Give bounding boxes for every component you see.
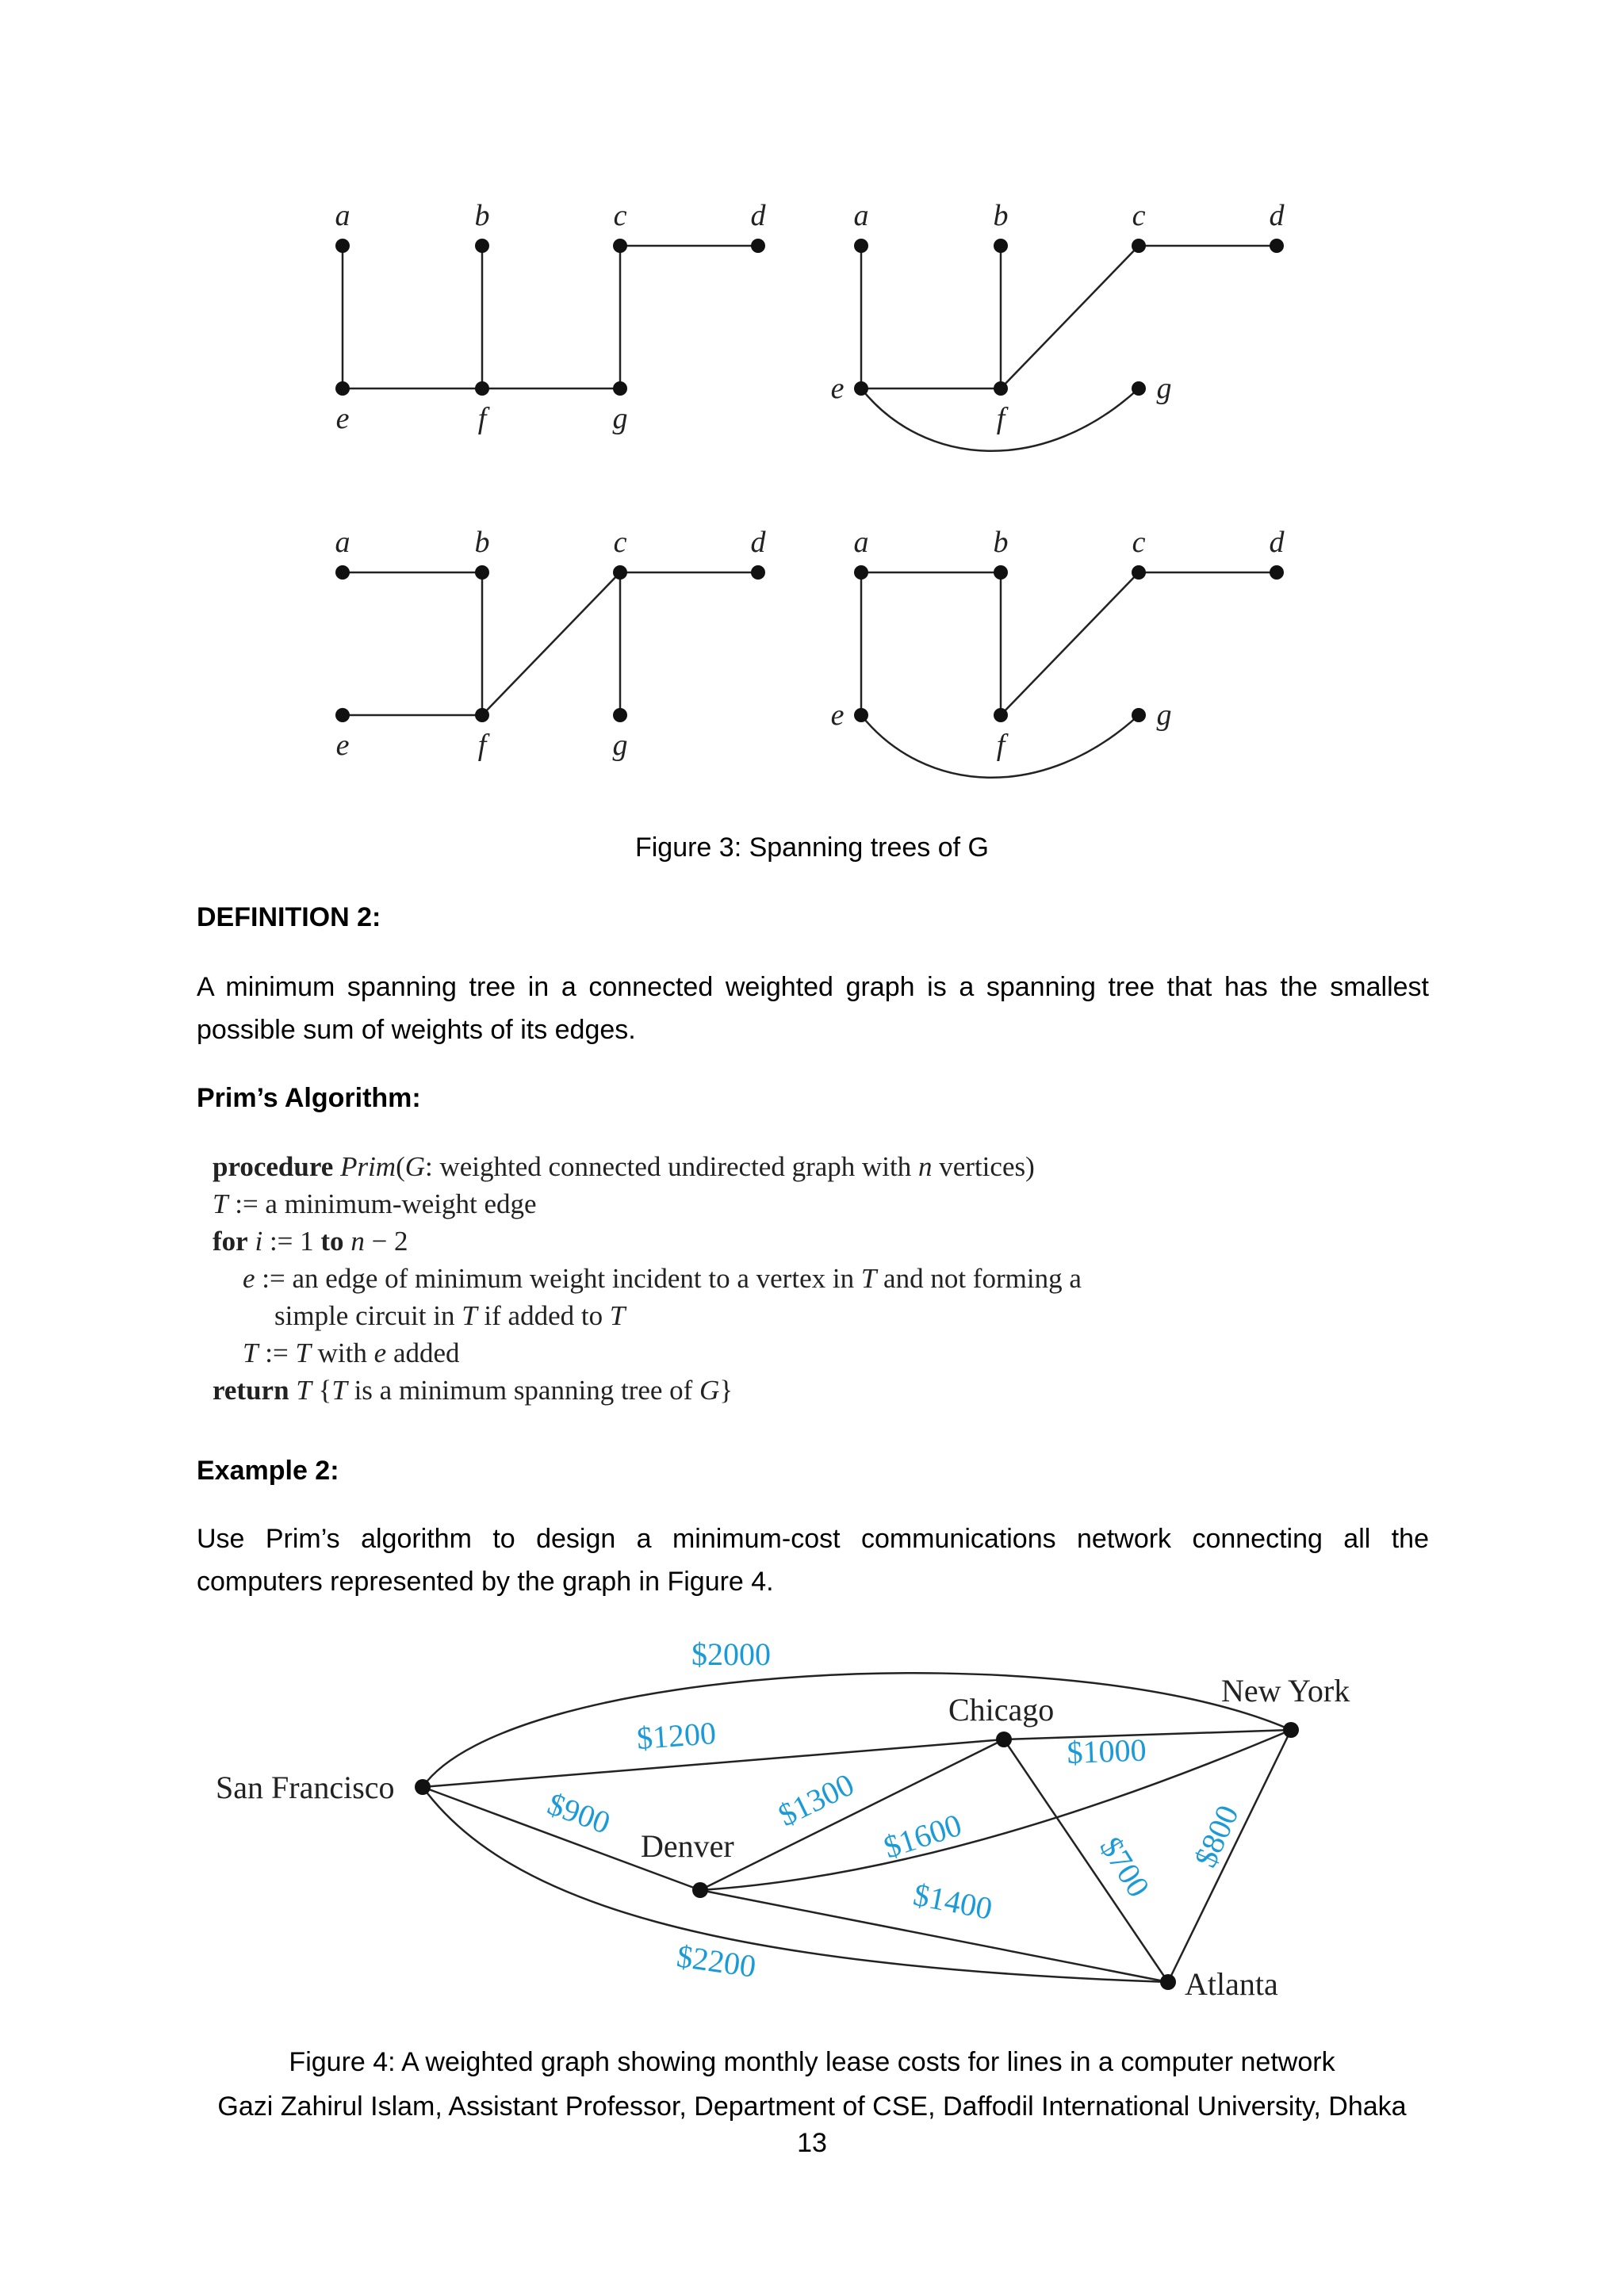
edge-denver-chicago	[700, 1739, 1004, 1890]
algo-text: is a minimum spanning tree of	[354, 1375, 693, 1406]
node-c	[1132, 239, 1146, 253]
algo-var: T	[295, 1337, 311, 1368]
node-e	[335, 708, 350, 722]
node-c	[613, 565, 627, 580]
node-label-b: b	[993, 199, 1009, 232]
algo-var: T	[609, 1300, 626, 1331]
algo-line-1: procedure Prim(G: weighted connected undirected graph with n vertices)	[213, 1151, 1035, 1182]
edge-ny-atlanta	[1168, 1730, 1291, 1982]
algo-proc-name: Prim	[340, 1151, 396, 1182]
algo-var: n	[350, 1226, 365, 1257]
node-label-c: c	[613, 199, 627, 232]
node-g	[1132, 381, 1146, 396]
node-e	[335, 381, 350, 396]
label-atlanta: Atlanta	[1185, 1966, 1278, 2002]
algo-text: :=	[265, 1337, 289, 1368]
node-denver	[692, 1882, 708, 1898]
node-f	[475, 381, 489, 396]
node-a	[335, 239, 350, 253]
node-g	[613, 708, 627, 722]
algo-keyword: procedure	[213, 1151, 334, 1182]
algo-text: vertices)	[939, 1151, 1035, 1182]
cost-denver-atlanta: $1400	[910, 1876, 996, 1927]
cost-sf-atlanta: $2200	[674, 1938, 759, 1984]
node-label-e: e	[830, 698, 845, 732]
algo-var: e	[243, 1263, 255, 1294]
algo-text: := a minimum-weight edge	[235, 1188, 537, 1219]
algo-keyword: to	[320, 1226, 344, 1257]
node-b	[994, 239, 1008, 253]
node-c	[613, 239, 627, 253]
algo-text: − 2	[371, 1226, 408, 1257]
algo-line-3	[213, 1226, 408, 1257]
algo-var: G	[699, 1375, 720, 1406]
node-a	[335, 565, 350, 580]
algo-var: T	[243, 1337, 259, 1368]
node-label-d: d	[1269, 526, 1285, 559]
edge-sf-ny	[423, 1673, 1291, 1787]
algo-line-6	[243, 1337, 460, 1369]
algo-text: if added to	[484, 1300, 603, 1331]
node-e	[854, 708, 868, 722]
definition-heading: DEFINITION 2:	[197, 902, 381, 932]
algo-text: : weighted connected undirected graph with	[425, 1151, 912, 1182]
spanning-tree-3	[335, 526, 767, 762]
node-label-a: a	[853, 199, 869, 232]
node-g	[1132, 708, 1146, 722]
spanning-tree-4	[831, 526, 1285, 778]
algo-text: }	[719, 1375, 733, 1406]
algo-line-5	[274, 1300, 625, 1332]
node-f	[994, 708, 1008, 722]
definition-text	[197, 966, 1429, 1051]
cost-sf-denver: $900	[542, 1785, 615, 1841]
example-heading: Example 2:	[197, 1456, 339, 1486]
cost-chicago-atlanta: $700	[1093, 1830, 1157, 1904]
node-a	[854, 565, 868, 580]
node-label-a: a	[335, 526, 350, 559]
algo-var: e	[373, 1337, 387, 1368]
node-label-b: b	[474, 199, 490, 232]
node-d	[751, 565, 765, 580]
algo-text: and not forming a	[883, 1263, 1082, 1294]
node-label-g: g	[1156, 372, 1172, 405]
edge-c-f	[482, 572, 620, 715]
algo-text: := 1	[269, 1226, 314, 1257]
node-label-d: d	[750, 199, 766, 232]
algo-arg: G	[404, 1151, 425, 1182]
edge-chicago-ny	[1004, 1730, 1291, 1739]
cost-denver-ny: $1600	[879, 1806, 966, 1866]
algo-text: added	[393, 1337, 460, 1368]
node-label-e: e	[335, 729, 350, 762]
node-label-d: d	[750, 526, 766, 559]
edge-c-f	[1001, 246, 1139, 388]
prim-heading: Prim’s Algorithm:	[197, 1083, 421, 1113]
example-line-2: computers represented by the graph in Figure 4.	[197, 1567, 774, 1597]
cost-sf-ny: $2000	[691, 1636, 771, 1672]
edge-c-f	[1001, 572, 1139, 715]
node-d	[1270, 239, 1284, 253]
label-denver: Denver	[641, 1828, 734, 1864]
node-label-f: f	[996, 729, 1005, 762]
node-label-g: g	[612, 729, 628, 762]
definition-line-2: possible sum of weights of its edges.	[197, 1015, 636, 1045]
algo-text: {	[318, 1375, 332, 1406]
label-san-francisco: San Francisco	[216, 1770, 395, 1805]
node-label-f: f	[477, 402, 487, 435]
cost-ny-atlanta: $800	[1187, 1800, 1246, 1873]
label-new-york: New York	[1221, 1673, 1350, 1709]
node-label-e: e	[335, 402, 350, 435]
algo-text: simple circuit in	[274, 1300, 455, 1331]
algo-var: T	[462, 1300, 477, 1331]
node-c	[1132, 565, 1146, 580]
node-label-a: a	[853, 526, 869, 559]
node-a	[854, 239, 868, 253]
node-f	[994, 381, 1008, 396]
definition-line-1: A minimum spanning tree in a connected weighted graph is a spanning tree that has the smallest	[197, 972, 1429, 1002]
algo-text: := an edge of minimum weight incident to a vertex in	[262, 1263, 855, 1294]
node-atlanta	[1160, 1974, 1176, 1990]
node-label-f: f	[996, 402, 1005, 435]
label-chicago: Chicago	[948, 1692, 1055, 1728]
node-label-g: g	[612, 402, 628, 435]
network-graph	[0, 1617, 1624, 2030]
algo-text: with	[317, 1337, 367, 1368]
algo-line-7	[213, 1375, 733, 1406]
algo-var: T	[331, 1375, 347, 1406]
example-text	[197, 1517, 1429, 1603]
node-label-a: a	[335, 199, 350, 232]
algo-var: T	[860, 1263, 877, 1294]
algo-keyword: return	[213, 1375, 289, 1406]
node-g	[613, 381, 627, 396]
spanning-trees-figure	[0, 0, 1624, 825]
spanning-tree-1	[335, 199, 767, 435]
node-label-c: c	[1132, 526, 1146, 559]
node-b	[475, 565, 489, 580]
figure-4-caption: Figure 4: A weighted graph showing monthly lease costs for lines in a computer network	[289, 2047, 1335, 2077]
node-label-b: b	[474, 526, 490, 559]
algo-var: n	[918, 1151, 933, 1182]
node-e	[854, 381, 868, 396]
node-label-c: c	[1132, 199, 1146, 232]
algo-line-4	[243, 1263, 1082, 1295]
footer-author: Gazi Zahirul Islam, Assistant Professor, Department of CSE, Daffodil International University, Dhaka	[217, 2091, 1407, 2122]
spanning-tree-2	[831, 199, 1285, 451]
node-label-d: d	[1269, 199, 1285, 232]
node-label-e: e	[830, 372, 845, 405]
node-label-b: b	[993, 526, 1009, 559]
algo-var: i	[255, 1226, 263, 1257]
edge-chicago-atlanta	[1004, 1739, 1168, 1982]
cost-denver-chicago: $1300	[772, 1766, 860, 1834]
cost-sf-chicago: $1200	[635, 1715, 718, 1756]
node-d	[751, 239, 765, 253]
example-line-1: Use Prim’s algorithm to design a minimum-cost communications network connecting all the	[197, 1524, 1429, 1554]
node-b	[994, 565, 1008, 580]
figure-3-caption: Figure 3: Spanning trees of G	[634, 832, 990, 863]
node-b	[475, 239, 489, 253]
algo-var: T	[213, 1188, 228, 1219]
node-label-g: g	[1156, 698, 1172, 732]
algo-var: T	[296, 1375, 312, 1406]
algo-keyword: for	[213, 1226, 248, 1257]
node-d	[1270, 565, 1284, 580]
node-f	[475, 708, 489, 722]
algo-line-2	[213, 1188, 537, 1220]
node-new-york	[1283, 1722, 1299, 1738]
node-label-f: f	[477, 729, 487, 762]
node-san-francisco	[415, 1779, 431, 1795]
node-chicago	[996, 1732, 1012, 1747]
node-label-c: c	[613, 526, 627, 559]
cost-chicago-ny: $1000	[1066, 1732, 1147, 1770]
page-number: 13	[797, 2128, 827, 2158]
